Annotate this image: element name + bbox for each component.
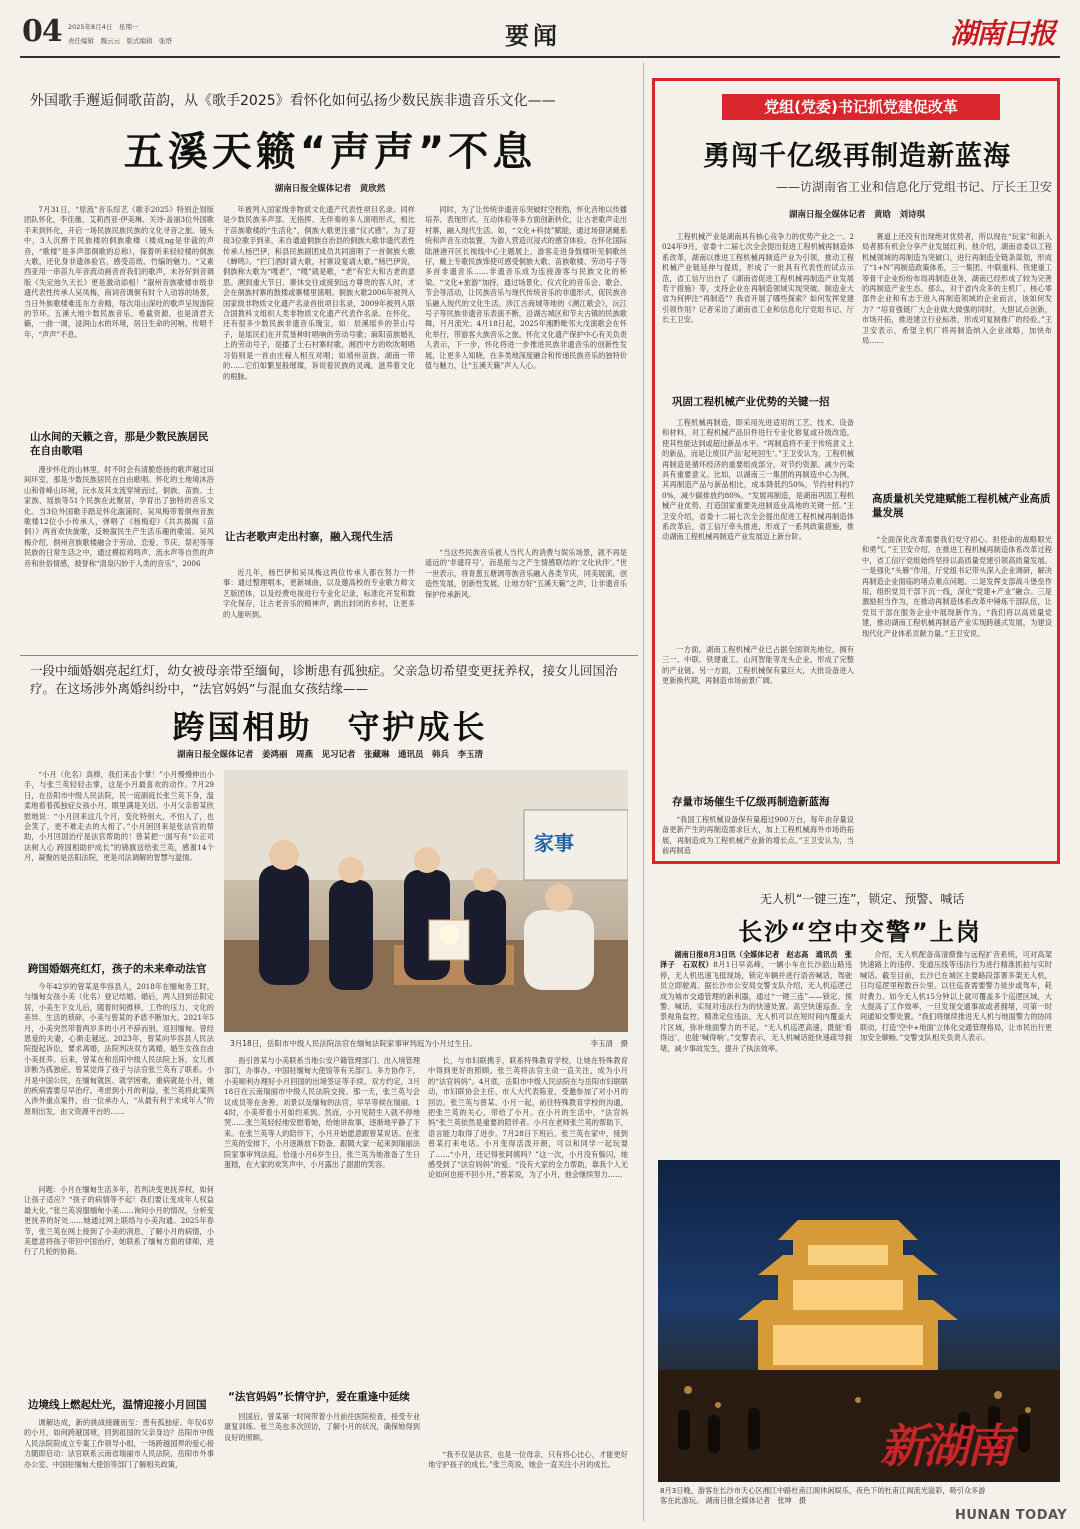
article2-photo xyxy=(224,770,628,1032)
article2-col3: 长，与市妇联携手，联系特殊教育学校，让她在特殊教育中得到更好的照顾。张兰英将法官主动一直关注，成为小月的“法官妈妈”。4月底，岳阳市中级人民法院在与岳阳市妇联联动，市妇联协会主任、市人大代表陈亚，受邀参加了对小月的回访。张兰英与曾某、小月一起，前往特殊教育学校的沟通，把张兰英的关心，带给了小月。在小月的生活中，“法官妈妈”张兰英依然是重要的陪伴者。小月在老师张兰英的帮助下，语言能力取得了进步。7月28日下班后，张兰英在家中，接到曾某打来电话。小月变得活泼开朗，可以和同学一起玩耍了……“小月，还记得张阿姨吗？”这一次，小月没有躲闪，她感受到了“法官妈妈”的爱。“没有大家的全力帮助，靠我个人无论如何也接不回小月，”曾某说，为了小月，他会继续努力…… xyxy=(428,1056,628,1180)
article2-kicker: 一段中缅婚姻亮起红灯，幼女被母亲带至缅甸，诊断患有孤独症。父亲急切希望变更抚养权，接女儿回国治疗。在这场涉外离婚纠纷中，“法官妈妈”与混血女孩结缘—— xyxy=(30,663,618,696)
article1-sub2: 让古老歌声走出村寨，融入现代生活 xyxy=(225,531,393,543)
article2-photo-credit: 李玉清 摄 xyxy=(590,1039,628,1048)
article3-col2b: “全面深化改革需要我们党守初心、担使命的战略眼光和勇气。”王卫安介绍，在推进工程机械再制造体系改革过程中，省工信厅党组始终坚持以高质量党建引领高质量发展。一是强化“头雁”作用，厅党组书记带头深入企业调研，解决再制造企业面临的堵点难点问题。二是发挥支部战斗堡垒作用，组织党员干部下沉一线，深化“党建+产业”融合。三是激励担当作为，在推动再制造体系改革中锤炼干部队伍，让党员干部在服务企业中展现新作为。“我们将以高质量党建，推动湖南工程机械再制造产业实现跨越式发展，为建设现代化产业体系贡献力量。”王卫安说。 xyxy=(862,535,1052,638)
article1-byline: 湖南日报全媒体记者 黄欣然 xyxy=(274,184,386,194)
watermark-cn: 新湖南 xyxy=(880,1419,1009,1473)
article1-sub1: 山水间的天籁之音，那是少数民族居民在自由歌唱 xyxy=(30,431,209,457)
page-number: 04 xyxy=(22,14,62,49)
article4-kicker: 无人机“一键三连”，锁定、预警、喊话 xyxy=(760,892,965,906)
article1-col3: 同时，为了让传统非遗音乐突破时空桎梏，怀化音地以传播培养、表现形式、互动体验等多方面创新转化，让古老歌声走出村寨，融入现代生活。如，“文化+科技”赋能，通过场借诸戴系统和声音互动装置，为游人营造沉浸式的感官体验。在怀化国际陆港港开区长视线中心主题展上，游客走进身鼓楼听见侗歌丝仔，戴上专歌民族饰使可感受侗族大歌、苗族歌楼、劳动号子等多首非遗音乐……非遗音乐成为连接游客与民族文化的桥梁。“文化+旅游”加持，通过场景化、仪式化的音乐会、歌会、节会等活动，让民族音乐与现代传统音乐的非遗形式，促民族音乐融入现代的文化生活。涉江古商城等地的《溯江歌会》，沅江号子等民族非遗音乐表演不断，沿湖古城区和节夫古镇的民族歌舞，月月流光；4月18日起，2025年湘黔毗邻大戊演歌会在怀化举行，带游客大族音乐之旅。怀化文化遗产保护中心有关负责人表示，下一步，怀化将进一步推进民族非遗音乐的创新性发展，让更多人知晓，在多类地深度融合和传递民族音乐的独特价值与魅力，让“五溪天籁”声入人心。 xyxy=(425,205,627,371)
article2-title: 跨国相助 守护成长 xyxy=(172,708,488,746)
article1-title: 五溪天籁“声声”不息 xyxy=(123,129,537,175)
article2-col1b: 今年42岁的曾某是华容县人，2018年在缅甸务工时，与缅甸女孩小美（化名）登记结婚。婚后，两人回到岳阳定居，小美生下女儿后，随着时间推移，工作的压力、文化的差异、生活的琐碎，小美与曾某的矛盾不断加大。2021年5月，小美突然带着两岁多的小月不辞而别，返回缅甸。曾经恩爱的夫妻，心渐走越远。2023年，曾某向华容县人民法院提起诉讼，要求离婚，法院判决双方离婚，婚生女孩自由小美抚养。后来，曾某在和岳阳中级人民法院上诉，女儿被诊断为孤独症。曾某觉得了孩子与法官张兰英有了联系。小月是中国公民，在缅甸就医、就学困难，重病就是小月，她的疾病需要尽早治疗。考虑到小月的利益，张兰英将此案列入涉外重点案件，由一位承办人，“从最有利于未成年人”的原则出发，由文资源平台的…… xyxy=(24,982,214,1116)
article3-col1b: 工程机械再制造，即采用先进适用的工艺、技术、设备和材料，对工程机械产品旧件进行专业化修复或升级改造，使其性能达到或超过新品水平。“再制造将不亚于传统意义上的新品，而是让废旧产品‘起死回生’。”王卫安认为，工程机械再制造是循环经济的重要组成部分，对节约资源、减少污染具有重要意义。比如，以湖南三一集团的再制造中心为例，其再制造产品与新品相比，成本降低约50%，节约材料约70%，减少碳排放约80%。“发展再制造，是湖南巩固工程机械产业优势、打造国家重要先进制造业高地的关键一招。”王卫安介绍，省委十二届七次全会提出促进工程机械再制造体系改革后，省工信厅牵头推进，形成了一系列政策措施，推动湖南工程机械再制造产业发展迈上新台阶。 xyxy=(662,418,854,542)
svg-text:家事: 家事 xyxy=(534,831,574,855)
article1-kicker: 外国歌手邂逅侗歌苗韵，从《歌手2025》看怀化如何弘扬少数民族非遗音乐文化—— xyxy=(30,93,556,109)
article1-rule xyxy=(20,655,638,656)
article4-photo-caption-text: 8月3日晚，游客在长沙市天心区湘江中路杜甫江阁休闲娱乐，夜色下的杜甫江阁流光溢彩，吸引众多游客在此游玩。 xyxy=(660,1486,986,1505)
article4-photo-credit: 湖南日报全媒体记者 张坤 摄 xyxy=(705,1496,807,1505)
article4-photo-caption xyxy=(660,1486,990,1506)
article2-byline: 湖南日报全媒体记者 姜鸿丽 周燕 见习记者 张藏琳 通讯员 韩兵 李玉清 xyxy=(176,750,483,760)
editor-line: 责任编辑 魏云云 版式编辑 张塔 xyxy=(68,37,172,45)
article2-photo-caption: 3月18日，岳阳市中级人民法院法官在缅甸法院家事审判庭为小月过生日。 xyxy=(230,1039,477,1048)
article1-col2b: 近几年，杨巴伊和吴凤梅这两位传承人都在努力一件事：通过整理唱本，更新城曲，以及邀高校的专业歌力师文艺版团体，以及经费电视进行专业化记录，标准化开发和数字化保存，让古老音乐的精神声，跳出封闭的乡村，让更多的人能听到。 xyxy=(223,568,415,619)
article2-col1: “小月（化名）真棒，我们来击个掌！”小月慢慢伸出小手，与张兰英轻轻击掌，这是小月最喜欢的动作。7月29日，在岳阳市中级人民法院，民一庭副庭长张兰英下身，温柔地看着孤独症女孩小月，眼里满是关切。小月父亲曾某欣慰地说：“小月回来这几个月，变化特别大，不怕人了，也会笑了，更不难走去的大相了。”小月困回来是张法官的帮助，小月回国治疗是法官帮助的！曾某把一面写有“公正司法树人心 跨国相助护成长”的锦旗送给张兰英，感谢14个月，凝聚的是岳阳法院，更是司法调解的智慧与温情。 xyxy=(24,770,214,863)
article3-sub3: 高质量机关党建赋能工程机械产业高质量发展 xyxy=(872,493,1051,519)
article3-col1d: “我国工程机械设备保有量超过900万台，每年由存量设备更新产生的再制造需求巨大，加上工程机械海外市场的拓展，再制造成为工程机械产业新的增长点。”王卫安认为，当前再制造 xyxy=(662,815,854,856)
article2-sub3: “法官妈妈”长情守护，爱在重逢中延续 xyxy=(228,1391,410,1403)
column-divider xyxy=(643,62,644,1522)
article3-banner: 党组(党委)书记抓党建促改革 xyxy=(722,94,1000,120)
article1-col3b: “当这些民族音乐被人当代人的消费与娱乐场景，就不再是遥远的‘非遗符号’，而是能与之产生情感联结的‘文化伙伴’。”世一世表示，将青葱五塘调等族音乐融入各类节庆，同美展演，创造性发展，创新性发展，让地方好“五溪天籁”之声，让非遗音乐保护传承新风。 xyxy=(425,548,627,599)
article3-col2: 赛道上还没有出现绝对优势者，所以现在“玩家”和新入局者都有机会分享产业发展红利。他介绍，湖南省委以工程机械领域的再制造为突破口，进行再制造全链条谋划，形成了“1+N”再制造政策体系，三一集团、中联重科、铁建重工等骨干企业纷纷布局再制造业务，湖南已经形成了较为完善的再制造产业生态。那么，对于省内众多的主机厂、核心零部件企业和有志于进入再制造领域的企业而言，该如何发力？“培育强链厂大企业做大做强的同时，大胆试点创新，市场开拓，推进建立行业标准，形成可复制推广的经验。”王卫安表示，希望主机厂将再制造纳入企业战略，加快布局…… xyxy=(862,232,1052,346)
watermark-en: HUNAN TODAY xyxy=(955,1508,1068,1523)
article4-byline-lead: 湖南日报8月3日讯（全媒体记者 赵志高 通讯员 张泽子 石双权） xyxy=(660,950,852,970)
article2-sub2: 边境线上燃起灶光，温情迎接小月回国 xyxy=(28,1399,207,1411)
article3-sub2: 存量市场催生千亿级再制造新蓝海 xyxy=(672,796,830,808)
page-header xyxy=(0,0,1080,62)
article2-col2b: 回国后，曾某第一时间带着小月前往医院检查，接受专业康复训练。张兰英也多次回访，了解小月的状况，确保她得到良好的照顾。 xyxy=(224,1412,420,1442)
article3-col1: 工程机械产业是湖南具有核心竞争力的优势产业之一。2024年9月，省委十二届七次全会提出促进工程机械再制造体系改革，湖南以推进工程机械再制造产业为引领，推动工程机械产业链延伸与提质，形成了一批具有代表性的试点示范，省工信厅出台了《湖南省促进工程机械再制造产业发展若干措施》等，支持企业在再制造领域实现突破。制造业大省为何押注“再制造”？我省开展了哪些探索？如何发挥党建引领作用？记者采访了湖南省工业和信息化厅党组书记、厅长王卫安。 xyxy=(662,232,854,325)
date-line: 2025年8月4日 星期一 xyxy=(68,23,139,31)
article4-col2: 介绍，无人机配备高清摄像与远程扩音系统，可对高架快速路上的违停、变道压线等违法行为进行精准抓拍与实时喊话。截至目前，长沙已在城区主要路段部署多架无人机，日均巡逻里程数百公里。以往巡查需要警力徒步或驾车，耗时费力。如今无人机15分钟以上就可覆盖多个巡逻区域，大大提高了工作效率，一旦发现交通事故或者拥堵，可第一时间通知交警处置。“我们将继续推进无人机与地面警力的协同联动，打造‘空中+地面’立体化交通管理格局，让市民出行更加安全顺畅。”交警支队相关负责人表示。 xyxy=(860,950,1052,1043)
courtroom-photo-illustration xyxy=(224,770,628,1032)
article2-col2: 指引曾某与小美联系当地公安户籍管理部门、出入境管理部门，办事办、中国驻缅甸大使馆等有关部门。多方协作下，小美顺利办理好小月回国的出境签证等手续。双方约定，3月18日在云南瑞丽市中级人民法院交接。那一天，张兰英与会议成员等在舍善、刘景以及缅甸的法官，早早等候在瑞丽。14时，小美带着小月如约来到。然而，小月见陌生人就不停地哭……张兰英轻轻地安慰着她，给她讲故事，逐渐地平静了下来。在张兰英等人的陪伴下，小月开始愿意跟曾某说话。在张兰英的安排下，小月逐渐放下防备，跟随大家一起来到瑞丽法院家事审判法庭。恰逢小月6岁生日，张兰英为她准备了生日蛋糕，在大家的欢笑声中，小月露出了甜甜的笑容。 xyxy=(224,1056,420,1170)
article1-col1: 7月31日，“原流”音乐综艺《歌手2025》特别企划版团队怀化，李佳薇、艾莉西亚·伊美琳、关诗·盖丽3位外国歌手来到怀化，开启一场民族民族民族的文化寻音之旅。镜头中，3人沉醉于民族楼的侗族歌楼（楼成ng是非裁的声音，“歌楼”是多声部侗歌的总称），探着听来轻轻楼的侗族大歌，还化身非遗体验官，感受苗纸、竹编的魅力。“又素西亚用一串苗九年音流动画音首我们的歌声，未谷好到音调版《失定池久天长》更是激动添相！”溆州音族歌楼市级非遗代表性传承人吴凤梅，商词音调侗有时个人动容的场景，当日外族歌楼难连东方舍精，每次用山深吐的歌声呈现游院的节环。五溪大地少数民族音乐、希截资源，也是清君天籁，一曲一调，浸润山水的环境，居日生命的河响，传唱千年，“声声”不息。 xyxy=(24,205,214,339)
section-title: 要闻 xyxy=(505,22,561,50)
article2-col1c: 问题：小月在缅甸生活多年，若判决变更抚养权，如何让孩子适应？“孩子的病情等不起！我们要让变成年人权益最大化，”张兰英说服缅甸小美……询问小月的情况，分析变更抚养的好处……她通过网上联络与小美沟通。2025年春节，张兰英在网上接到了小美的消息，了解小月的病情，小美愿意将孩子带回中国治疗，她联系了缅甸方面的律师，进行了几轮的协商。 xyxy=(24,1185,214,1257)
article2-col3b: “我不仅是法官，也是一位母亲，只有将心比心，才能更好地守护孩子的成长。”张兰英说，她会一直关注小月的成长。 xyxy=(428,1450,628,1470)
article2-sub1: 跨国婚姻亮红灯，孩子的未来牵动法官 xyxy=(28,963,207,975)
article1-col2: 年被列入国家级非物质文化遗产代表性项目名录。同样是少数民族多声部、无指挥、无伴奏的多人演唱形式，相比于苗族歌楼的“生活化”，侗族大歌更注重“仪式感”。为了迎接3位歌手到来，来自通道侗族自治县的侗族大歌非遗代表性传承人杨巴伊，和县民族剧团成员共同演唱了一首侗族大歌《蝉鸣》。“拦门酒时请大歌，村寨设宴请大歌。”杨巴伊说，侗族称大歌为“嘎老”，“嘎”就是歌，“老”有宏大和古老的意思。溯到重大节日、寨休交往或接到远方尊贵的客人时，才会在侗族村寨的鼓楼或寨楼里演唱。侗族大歌2006年被列入国家级非物质文化遗产名录首批项目名录，2009年被列入联合国教科文组织人类非物质文化遗产代表作名录。在怀化，还有很多少数民族非遗音乐瑰宝，如：辰溪瑶乡的茶山号子，是瑶民们在开荒垦种时唱响的劳动号歌；麻阳苗族婚礼上的劳动号子，是播了土石村寨时歌，湘西中方的吹吹唱唱习俗则是一首由庄稼人相互对唱；如靖州苗族，湖南一带的……它们如繁星般璀璨，诉说着民族的灵魂，滋养着文化的根脉。 xyxy=(223,205,415,381)
article3-sub1: 巩固工程机械产业优势的关键一招 xyxy=(672,396,830,408)
header-rule xyxy=(20,56,1060,58)
article3-col1c: 一方面，湖南工程机械产业已占据全国领先地位，拥有三一、中联、铁建重工、山河智能等龙头企业，形成了完整的产业链。另一方面，工程机械保有量巨大，大批设备进入更新换代期，再制造市场前景广阔。 xyxy=(662,645,854,686)
masthead-logo: 湖南日报 xyxy=(950,17,1055,50)
article4-col1 xyxy=(660,950,852,1150)
article4-body-lead: 8月1日早高峰，一辆小车在长沙韶山路违停，无人机迅速飞抵现场，锁定车辆并进行语音喊话，驾驶员立即驶离。据长沙市公安局交警支队介绍，无人机巡逻已成为城市交通管理的新利器，通过“一键三连”——锁定、预警、喊话，实现对违法行为的快速处置。高空快速巡查、全景视角监控、精准定位违法，无人机可以在短时间内覆盖大片区域，弥补地面警力的不足。“无人机巡逻高速，既能‘看得远’，也能‘喊得响’。”交警表示，无人机喊话能快速疏导拥堵，减少事故发生，提升了执法效率。 xyxy=(660,960,852,1053)
article4-title: 长沙“空中交警”上岗 xyxy=(738,918,982,946)
article3-subtitle: ——访湖南省工业和信息化厅党组书记、厅长王卫安 xyxy=(775,180,1052,194)
article3-byline: 湖南日报全媒体记者 黄晗 刘诗琪 xyxy=(788,210,925,220)
article2-col1d: 调解达成，新的挑战接踵而至：患有孤独症、年仅6岁的小月，如何跨越国境，回到祖国的父亲身边？岳阳市中级人民法院院成立专案工作领导小组，一场跨越国界的爱心接力随即启动：法官联系云南省瑞丽市人民法院，岳阳市外事办公室、中国驻缅甸大使馆等部门了解相关政策， xyxy=(24,1418,214,1469)
article1-col1b: 漫步怀化的山林里，时不时会有清脆悠扬的歌声越过田间环室，那是少数民族居民在自由歌唱。怀化的土地境沐浴山和骨峰山环境，沅水及其支流穿境而过，侗族、苗族、土家族、瑶族等51个民族在此聚居，孕育出了独特的音乐文化。当3位外国歌手踏足怀化溆浦时，吴凤梅带着侗州音族歌楼12位小小传承人，弹唱了《杨梅迎》《共共揭揭（苗侗）》两首欢快旋歌，反映溆民生产生活乐趣的歌谣。吴风梅介绍，侗州音族歌楼融合于劳动、恋爱、节庆、祭祀等等民族的日常生活之中，通过模拟鸡鸣声、流水声等自然的声音和世俗情感，被誉称“清泉闪妙于人类的音乐”，2006 xyxy=(24,465,214,568)
article3-title: 勇闯千亿级再制造新蓝海 xyxy=(703,141,1011,172)
